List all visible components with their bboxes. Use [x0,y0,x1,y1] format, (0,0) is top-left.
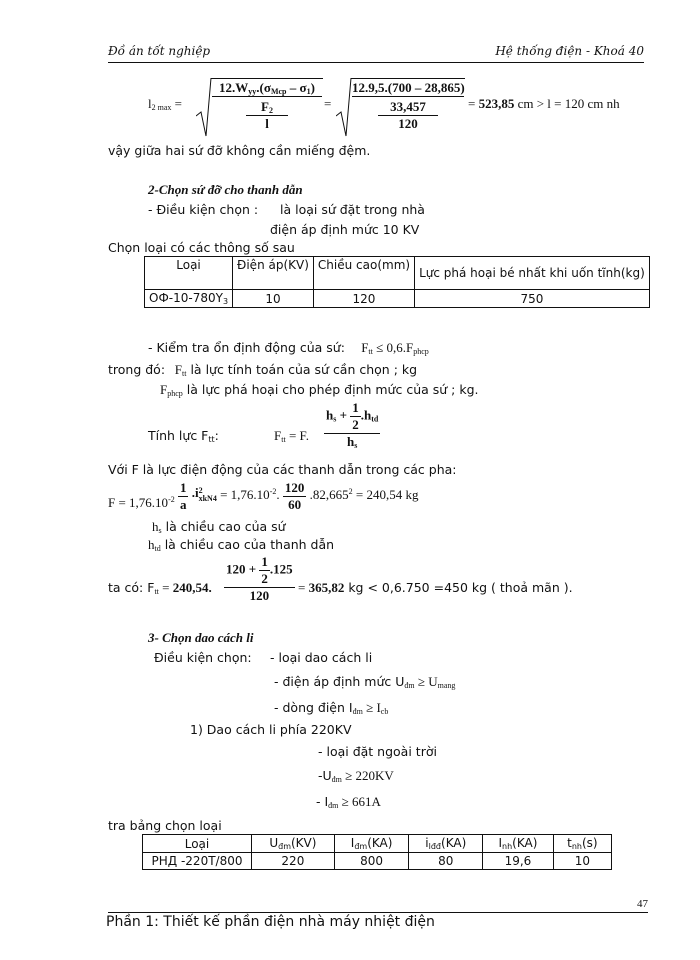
force-formula: $F = 1,76.10^{-2}$ $\frac{1}{a}$ .i 2 xkN4 = $1,76.10^{-2}$. $\frac{120}{60}$ $.82,665^2 = 240,54$ kg [108,480,419,512]
condition-1: là loại sứ đặt trong nhà [280,202,425,217]
condition-3-2: - điện áp định mức $U_{đm} \ge U_{mang}$ [274,674,456,690]
header-rule [108,62,644,63]
condition-3-1: - loại dao cách li [270,650,373,665]
sub-condition-2: $-U_{đm} \ge 220KV$ [318,768,394,784]
sqrt-sign-1 [196,76,212,138]
header-right: Hệ thống điện - Khoá 40 [495,44,644,58]
table-intro-3: tra bảng chọn loại [108,818,222,833]
table-intro: Chọn loại có các thông số sau [108,240,295,255]
section-2-title: 2-Chọn sứ đỡ cho thanh dẫn [148,182,303,197]
text-line: vậy giữa hai sứ đỡ không cần miếng đệm. [108,143,371,158]
table-row: $OФ-10-780Y_3$ 10 120 750 [145,290,650,308]
definition-fphcp: $F_{phcp}$ là lực phá hoại cho phép định mức của sứ ; kg. [160,382,479,398]
htd-definition: $h_{td}$ là chiều cao của thanh dẫn [148,537,335,553]
page-number: 47 [637,898,648,910]
subsection-220kv: 1) Dao cách li phía 220KV [190,722,352,737]
table-row: РНД -220T/800 220 800 80 19,6 10 [143,853,612,870]
section-3-title: 3- Chọn dao cách li [148,630,254,645]
force-calc-formula: Tính lực $F_{tt}$: $F_{tt} = F$. $h_s$ + $\frac{1}{2}$ $.h_{td}$ $h_s$ [148,400,379,450]
footer-text: Phần 1: Thiết kế phần điện nhà máy nhiệt điện [106,914,435,930]
hs-definition: $h_s$ là chiều cao của sứ [152,519,286,535]
condition-label-3: Điều kiện chọn: [154,650,252,665]
condition-2: điện áp định mức 10 KV [270,222,420,237]
condition-3-3: - dòng điện $I_{đm} \ge I_{cb}$ [274,700,389,716]
header-left: Đồ án tốt nghiệp [108,44,211,58]
condition-label: - Điều kiện chọn : [148,202,259,217]
force-definition: Với F là lực điện động của các thanh dẫn trong các pha: [108,462,457,477]
stability-check: - Kiểm tra ổn định động của sứ: $F_{tt} \le 0,6.F_{phcp}$ [148,340,429,356]
disconnector-table [142,834,612,870]
definition-ftt: trong đó: $F_{tt}$ là lực tính toán của sứ cần chọn ; kg [108,362,418,378]
sub-condition-3: - $I_{đm} \ge 661A$ [316,794,381,810]
table-header-row: Loại Điện áp(KV) Chiều cao(mm) Lực phá hoại bé nhất khi uốn tĩnh(kg) [145,257,650,290]
footer-rule [108,912,648,913]
result-formula: ta có: $F_{tt} = 240,54$. 120 + $\frac{1}{2}$ .125 120 = 365,82 kg < 0,6.750 =450 kg ( thoả mãn ). [108,554,573,603]
sub-condition-1: - loại đặt ngoài trời [318,744,437,759]
insulator-table [144,256,650,308]
ftt-result: 365,82 [308,580,345,595]
l2max-result: 523,85 [478,96,515,111]
sqrt-sign-2 [336,76,352,138]
table-header-row: Loại $U_{đm}(KV)$ $I_{đm}(KA)$ $i_{lđđ}(KA)$ $I_{nh}(KA)$ $t_{nh}(s)$ [143,835,612,853]
